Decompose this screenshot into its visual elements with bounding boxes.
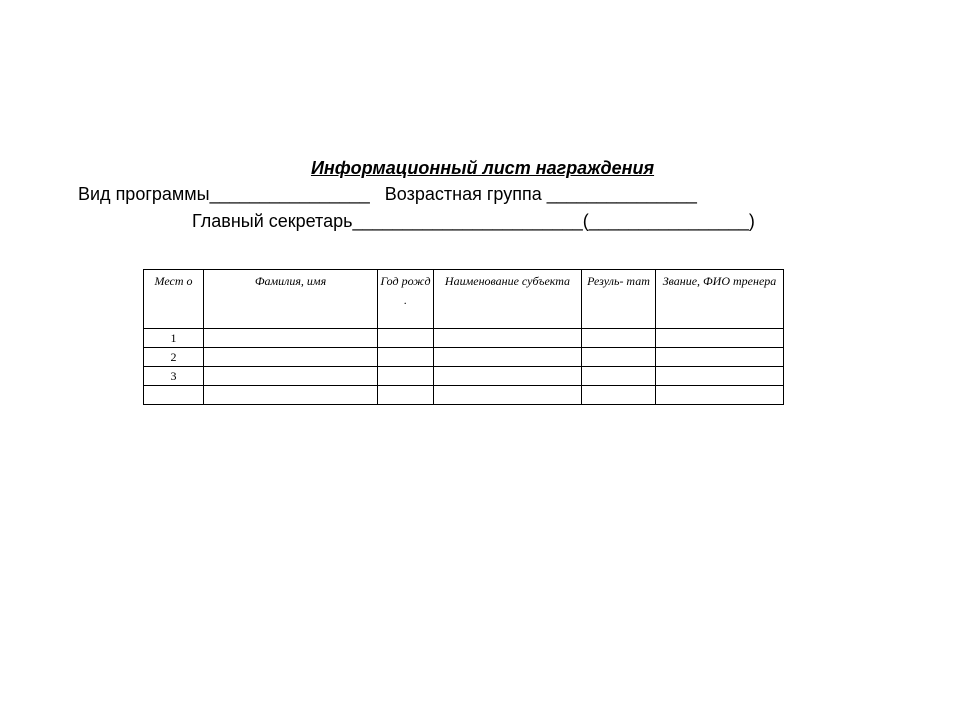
table-cell: 3 <box>144 367 204 386</box>
program-line <box>78 183 697 205</box>
column-header-result: Резуль- тат <box>582 270 656 329</box>
table-row <box>144 329 784 348</box>
table-header-row <box>144 270 784 329</box>
secretary-label: Главный секретарь <box>192 211 353 231</box>
table-cell <box>204 386 378 405</box>
age-group-label: Возрастная группа <box>384 184 542 204</box>
table-cell <box>434 386 582 405</box>
table-cell <box>582 329 656 348</box>
column-header-region: Наименование субъекта <box>434 270 582 329</box>
column-header-birth-year: Год рожд . <box>378 270 434 329</box>
table-cell <box>582 348 656 367</box>
document-title <box>0 157 960 179</box>
document-title-text: Информационный лист награждения <box>310 158 655 178</box>
table-cell <box>582 386 656 405</box>
program-blank: ________________ <box>209 184 370 204</box>
table-cell <box>378 386 434 405</box>
table-cell <box>656 348 784 367</box>
table-cell: 2 <box>144 348 204 367</box>
table-cell <box>378 367 434 386</box>
table-cell <box>144 386 204 405</box>
program-label: Вид программы <box>78 184 210 204</box>
table-row <box>144 367 784 386</box>
table-cell <box>204 329 378 348</box>
table-cell <box>434 329 582 348</box>
table-cell <box>204 367 378 386</box>
secretary-paren-blank: (________________) <box>582 211 755 231</box>
column-header-coach: Звание, ФИО тренера <box>656 270 784 329</box>
table-cell <box>378 329 434 348</box>
table-cell <box>434 348 582 367</box>
table-cell <box>378 348 434 367</box>
table-cell <box>656 329 784 348</box>
table-cell <box>582 367 656 386</box>
table-cell <box>434 367 582 386</box>
awards-table <box>143 269 784 405</box>
table-cell <box>656 386 784 405</box>
table-row <box>144 386 784 405</box>
column-header-place: Мест о <box>144 270 204 329</box>
column-header-name: Фамилия, имя <box>204 270 378 329</box>
secretary-blank: _______________________ <box>352 211 583 231</box>
age-group-blank: _______________ <box>546 184 697 204</box>
secretary-line <box>192 210 755 232</box>
table-row <box>144 348 784 367</box>
table-cell: 1 <box>144 329 204 348</box>
table-cell <box>204 348 378 367</box>
table-cell <box>656 367 784 386</box>
